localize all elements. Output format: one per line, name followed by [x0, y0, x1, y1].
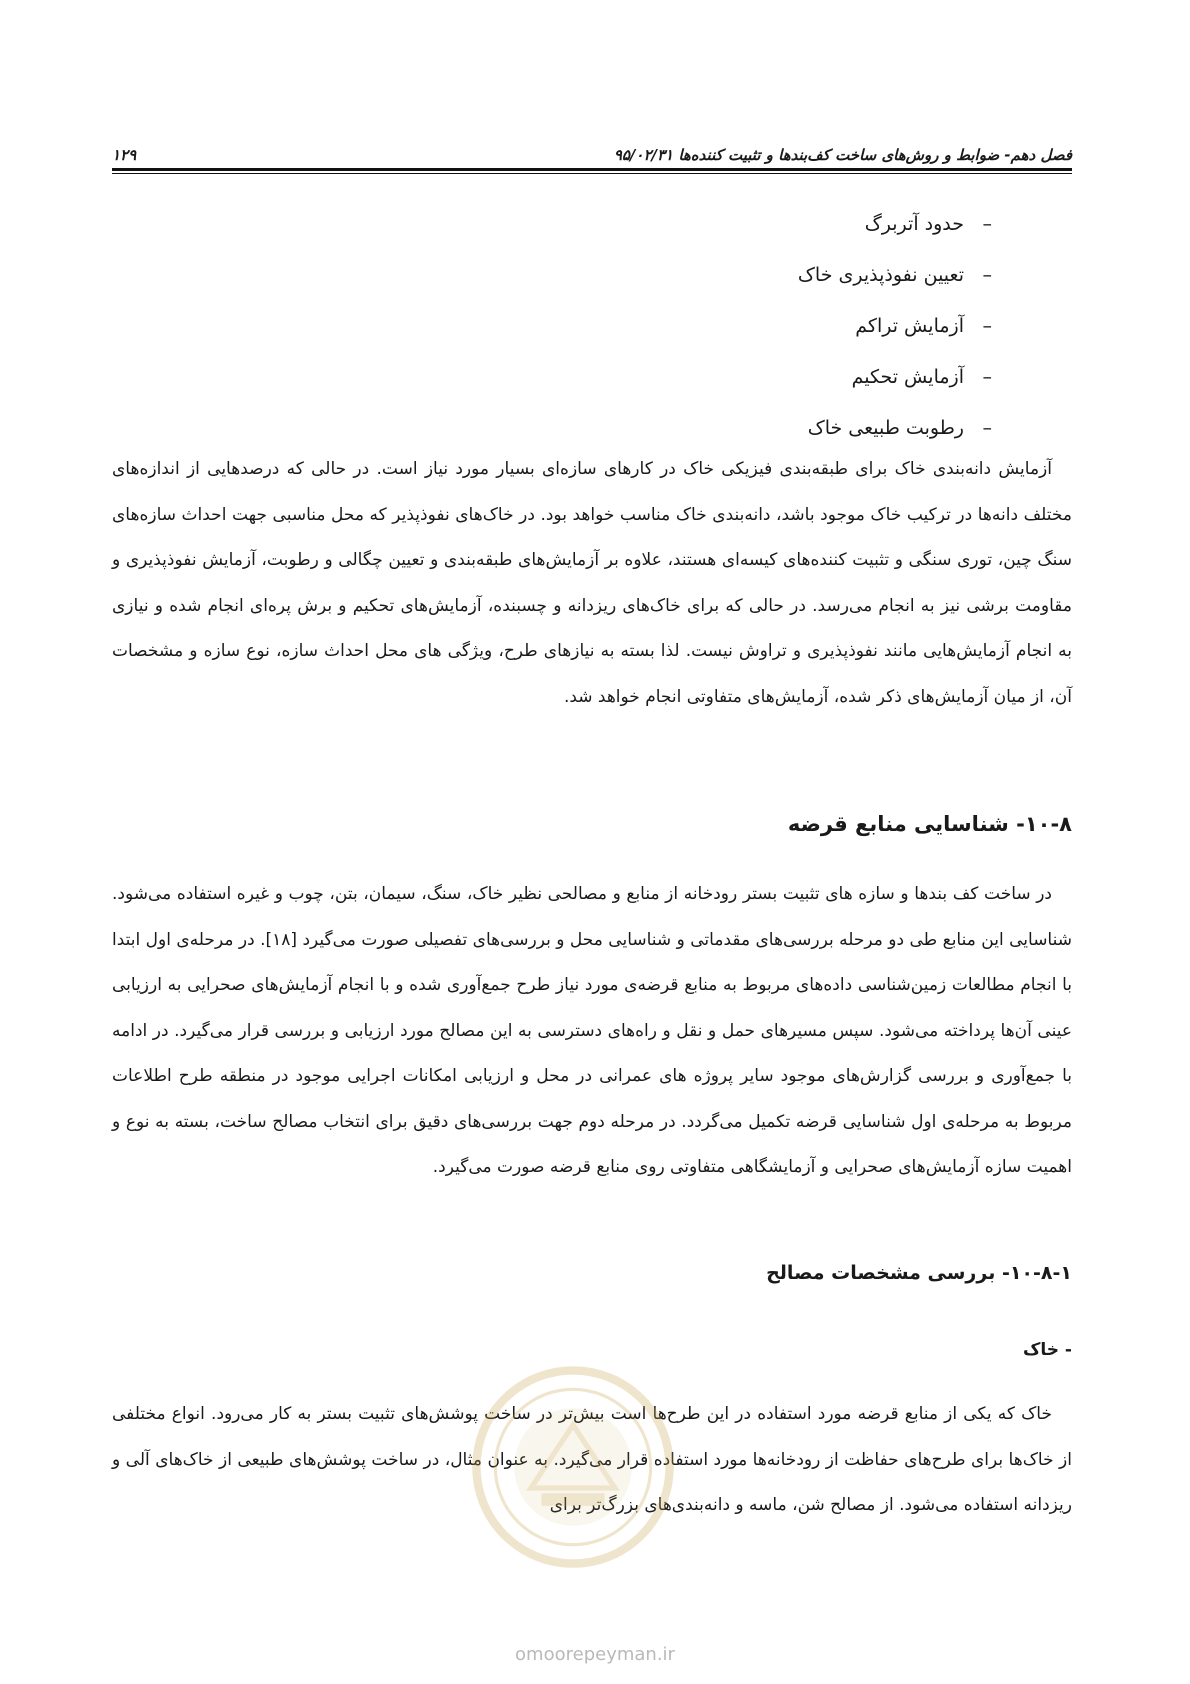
material-heading: - خاک	[1022, 1340, 1072, 1360]
list-item-text: رطوبت طبیعی خاک	[807, 417, 964, 439]
dash-marker: –	[982, 417, 992, 439]
dash-marker: –	[982, 315, 992, 337]
header-rule-thin	[112, 173, 1072, 174]
dash-marker: –	[982, 366, 992, 388]
list-item-text: حدود آتربرگ	[864, 213, 964, 235]
body-paragraph-soil: خاک که یکی از منابع قرضه مورد استفاده در این طرح‌ها است بیش‌تر در ساخت پوشش‌های تثبیت بستر به کار می‌رود. انواع مختلفی از خاک‌ها برای طرح‌های حفاظت از رودخانه‌ها مورد استفاده قرار می‌گیرد. به عنوان مثال، در ساخت پوشش‌های طبیعی از خاک‌های آلی و ریزدانه استفاده می‌شود. از مصالح شن، ماسه و دانه‌بندی‌های بزرگ‌تر برای	[112, 1404, 1072, 1515]
body-paragraph-borrow-sources: در ساخت کف بندها و سازه های تثبیت بستر رودخانه از منابع و مصالحی نظیر خاک، سنگ، سیمان، بتن، چوب و غیره استفاده می‌شود. شناسایی این منابع طی دو مرحله بررسی‌های مقدماتی و شناسایی محل و بررسی‌های تفصیلی صورت می‌گیرد [۱۸]. در مرحله‌ی اول ابتدا با انجام مطالعات زمین‌شناسی داده‌های مربوط به منابع قرضه‌ی مورد نیاز طرح جمع‌آوری شده و با انجام آزمایش‌های صحرایی به ارزیابی عینی آن‌ها پرداخته می‌شود. سپس مسیرهای حمل و نقل و راه‌های دسترسی به این مصالح مورد ارزیابی و بررسی قرار می‌گیرد. در ادامه با جمع‌آوری و بررسی گزارش‌های موجود سایر پروژه های عمرانی در محل و ارزیابی امکانات اجرایی موجود در منطقه طرح اطلاعات مربوط به مرحله‌ی اول شناسایی قرضه تکمیل می‌گردد. در مرحله دوم جهت بررسی‌های دقیق برای انتخاب مصالح ساخت، بسته به نوع و اهمیت سازه آزمایش‌های صحرایی و آزمایشگاهی متفاوتی روی منابع قرضه صورت می‌گیرد.	[112, 884, 1072, 1177]
list-item	[112, 308, 1072, 359]
list-item-text: آزمایش تحکیم	[851, 366, 964, 388]
section-heading: ۱۰-۸- شناسایی منابع قرضه	[787, 812, 1072, 836]
watermark-site-url: omoorepeyman.ir	[515, 1644, 675, 1665]
page-number: ۱۲۹	[112, 146, 137, 164]
dash-marker: –	[982, 213, 992, 235]
dash-marker: –	[982, 264, 992, 286]
list-item-text: تعیین نفوذپذیری خاک	[797, 264, 964, 286]
header-rule-thick	[112, 168, 1072, 171]
body-paragraph-grain-size: آزمایش دانه‌بندی خاک برای طبقه‌بندی فیزیکی خاک در کارهای سازه‌ای بسیار مورد نیاز است. در حالی که درصدهایی از اندازه‌های مختلف دانه‌ها در ترکیب خاک موجود باشد، دانه‌بندی خاک مناسب خواهد بود. در خاک‌های نفوذپذیر که محل مناسبی جهت احداث سازه‌های سنگ چین، توری سنگی و تثبیت کننده‌های کیسه‌ای هستند، علاوه بر آزمایش‌های طبقه‌بندی و تعیین چگالی و رطوبت، آزمایش نفوذپذیری و مقاومت برشی نیز به انجام می‌رسد. در حالی که برای خاک‌های ریزدانه و چسبنده، آزمایش‌های تحکیم و برش پره‌ای انجام شده و نیازی به انجام آزمایش‌هایی مانند نفوذپذیری و تراوش نیست. لذا بسته به نیازهای طرح، ویژگی های محل احداث سازه، نوع سازه و مشخصات آن، از میان آزمایش‌های ذکر شده، آزمایش‌های متفاوتی انجام خواهد شد.	[112, 459, 1072, 707]
test-list	[112, 206, 1072, 461]
subsection-heading: ۱۰-۸-۱- بررسی مشخصات مصالح	[766, 1262, 1072, 1284]
list-item	[112, 206, 1072, 257]
list-item	[112, 359, 1072, 410]
header-title: فصل دهم- ضوابط و روش‌های ساخت کف‌بندها و تثبیت کننده‌ها ۹۵/۰۲/۳۱	[613, 146, 1072, 164]
list-item	[112, 257, 1072, 308]
page-header	[112, 128, 1072, 164]
list-item-text: آزمایش تراکم	[855, 315, 964, 337]
